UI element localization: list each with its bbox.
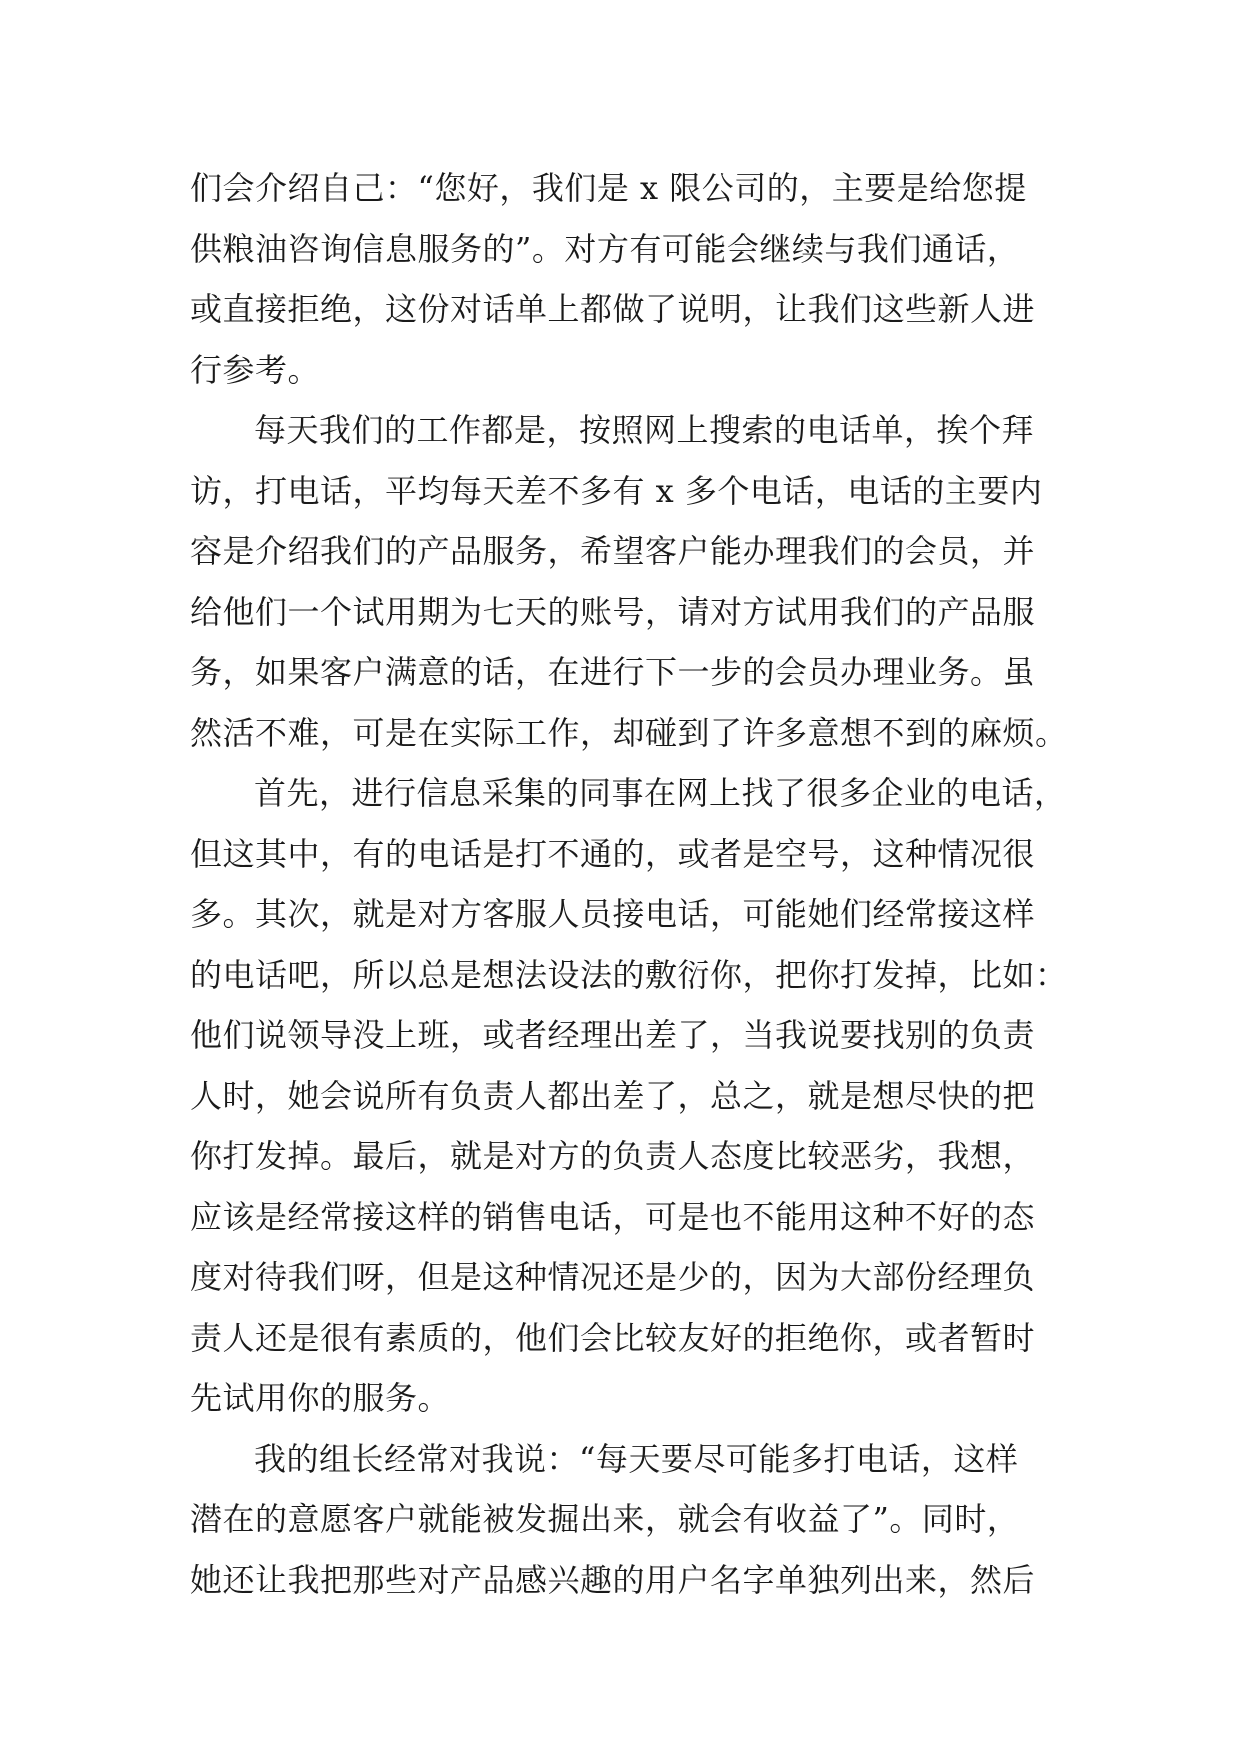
text-line: 潜在的意愿客户就能被发掘出来，就会有收益了”。同时， bbox=[190, 1500, 1020, 1538]
text-line: 多。其次，就是对方客服人员接电话，可能她们经常接这样 bbox=[190, 895, 1036, 933]
paragraph-first-line: 我的组长经常对我说：“每天要尽可能多打电话，这样 bbox=[254, 1439, 1019, 1478]
paragraph-first-line: 每天我们的工作都是，按照网上搜索的电话单，挨个拜 bbox=[254, 411, 1035, 449]
paragraph-first-line: 首先，进行信息采集的同事在网上找了很多企业的电话， bbox=[254, 774, 1067, 812]
text-line: 们会介绍自己：“您好，我们是 x 限公司的，主要是给您提 bbox=[190, 169, 1027, 207]
text-line: 给他们一个试用期为七天的账号，请对方试用我们的产品服 bbox=[190, 592, 1036, 631]
text-line: 人时，她会说所有负责人都出差了，总之，就是想尽快的把 bbox=[190, 1076, 1036, 1115]
text-line: 先试用你的服务。 bbox=[190, 1379, 451, 1417]
text-line: 应该是经常接这样的销售电话，可是也不能用这种不好的态 bbox=[190, 1197, 1036, 1236]
text-line: 供粮油咨询信息服务的”。对方有可能会继续与我们通话， bbox=[190, 229, 1020, 268]
text-line: 责人还是很有素质的，他们会比较友好的拒绝你，或者暂时 bbox=[190, 1318, 1036, 1357]
text-line: 或直接拒绝，这份对话单上都做了说明，让我们这些新人进 bbox=[190, 290, 1036, 328]
text-line: 然活不难，可是在实际工作，却碰到了许多意想不到的麻烦。 bbox=[190, 713, 1068, 752]
text-line: 你打发掉。最后，就是对方的负责人态度比较恶劣，我想， bbox=[190, 1137, 1036, 1175]
text-line: 他们说领导没上班，或者经理出差了，当我说要找别的负责 bbox=[190, 1016, 1036, 1054]
text-line: 容是介绍我们的产品服务，希望客户能办理我们的会员，并 bbox=[190, 532, 1036, 570]
text-line: 但这其中，有的电话是打不通的，或者是空号，这种情况很 bbox=[190, 834, 1036, 873]
body-text bbox=[190, 158, 1070, 1610]
text-line: 她还让我把那些对产品感兴趣的用户名字单独列出来，然后 bbox=[190, 1560, 1036, 1599]
text-line: 的电话吧，所以总是想法设法的敷衍你，把你打发掉，比如： bbox=[190, 955, 1068, 994]
text-line: 行参考。 bbox=[190, 350, 321, 389]
text-line: 度对待我们呀，但是这种情况还是少的，因为大部份经理负 bbox=[190, 1258, 1036, 1296]
text-line: 务，如果客户满意的话，在进行下一步的会员办理业务。虽 bbox=[190, 653, 1036, 691]
text-line: 访，打电话，平均每天差不多有 x 多个电话，电话的主要内 bbox=[190, 471, 1043, 510]
